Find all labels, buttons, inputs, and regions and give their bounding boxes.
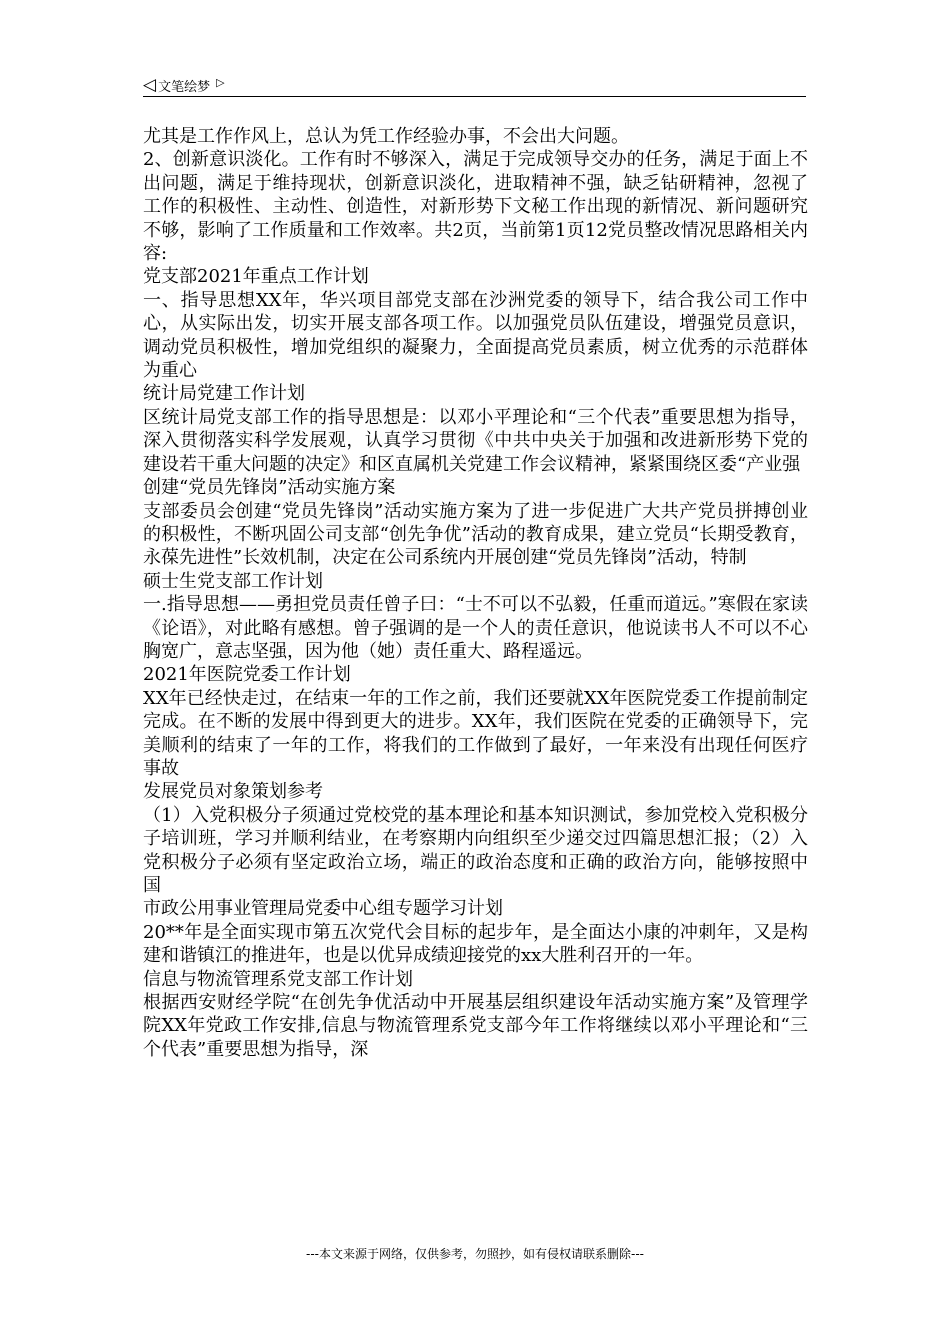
section-title: 信息与物流管理系党支部工作计划 <box>143 968 413 990</box>
paragraph: 支部委员会创建“党员先锋岗”活动实施方案为了进一步促进广大共产党员拼搏创业的积极性，不断巩固公司支部“创先争优”活动的教育成果，建立党员“长期受教育，永葆先进性”长效机制，决定在公司系统内开展创建“党员先锋岗”活动，特制 <box>143 500 808 569</box>
paragraph: 一、指导思想XX年，华兴项目部党支部在沙洲党委的领导下，结合我公司工作中心，从实际出发，切实开展支部各项工作。以加强党员队伍建设，增强党员意识，调动党员积极性，增加党组织的凝聚力，全面提高党员素质，树立优秀的示范群体为重心 <box>143 289 808 382</box>
section-title: 发展党员对象策划参考 <box>143 781 323 803</box>
section-title: 创建“党员先锋岗”活动实施方案 <box>143 477 396 499</box>
paragraph: 区统计局党支部工作的指导思想是：以邓小平理论和“三个代表”重要思想为指导，深入贯彻落实科学发展观，认真学习贯彻《中共中央关于加强和改进新形势下党的建设若干重大问题的决定》和区直属机关党建工作会议精神，紧紧围绕区委“产业强 <box>143 406 808 475</box>
paragraph: 一.指导思想——勇担党员责任曾子曰：“士不可以不弘毅，任重而道远。”寒假在家读《论语》，对此略有感想。曾子强调的是一个人的责任意识，他说读书人不可以不心胸宽广，意志坚强，因为他（她）责任重大、路程遥远。 <box>143 594 808 662</box>
page-header <box>143 74 225 96</box>
header-divider <box>143 96 806 97</box>
document-body <box>143 125 808 1061</box>
triangle-right-icon: ▷ <box>216 75 225 89</box>
paragraph: 根据西安财经学院“在创先争优活动中开展基层组织建设年活动实施方案”及管理学院XX年党政工作安排,信息与物流管理系党支部今年工作将继续以邓小平理论和“三个代表”重要思想为指导，深 <box>143 992 808 1060</box>
section-title: 2021年医院党委工作计划 <box>143 664 351 686</box>
header-brand: 文笔绘梦 <box>158 79 211 95</box>
section-title: 统计局党建工作计划 <box>143 383 305 405</box>
paragraph: 2、创新意识淡化。工作有时不够深入，满足于完成领导交办的任务，满足于面上不出问题，满足于维持现状，创新意识淡化，进取精神不强，缺乏钻研精神，忽视了工作的积极性、主动性、创造性，对新形势下文秘工作出现的新情况、新问题研究不够，影响了工作质量和工作效率。共2页，当前第1页12党员整改情况思路相关内容: <box>143 149 808 265</box>
section-title: 党支部2021年重点工作计划 <box>143 266 369 288</box>
paragraph: （1）入党积极分子须通过党校党的基本理论和基本知识测试，参加党校入党积极分子培训班，学习并顺利结业，在考察期内向组织至少递交过四篇思想汇报；（2）入党积极分子必须有坚定政治立场，端正的政治态度和正确的政治方向，能够按照中国 <box>143 804 808 896</box>
paragraph: XX年已经快走过，在结束一年的工作之前，我们还要就XX年医院党委工作提前制定完成。在不断的发展中得到更大的进步。XX年，我们医院在党委的正确领导下，完美顺利的结束了一年的工作，将我们的工作做到了最好，一年来没有出现任何医疗事故 <box>143 687 808 779</box>
section-title: 硕士生党支部工作计划 <box>143 570 323 592</box>
paragraph: 20**年是全面实现市第五次党代会目标的起步年，是全面达小康的冲刺年，又是构建和谐镇江的推进年，也是以优异成绩迎接党的xx大胜利召开的一年。 <box>143 921 808 967</box>
paragraph: 尤其是工作作风上，总认为凭工作经验办事，不会出大问题。 <box>143 126 629 147</box>
section-title: 市政公用事业管理局党委中心组专题学习计划 <box>143 898 503 920</box>
triangle-left-icon: ◁ <box>143 74 157 95</box>
page-footer: ---本文来源于网络，仅供参考，勿照抄，如有侵权请联系删除--- <box>306 1247 644 1261</box>
